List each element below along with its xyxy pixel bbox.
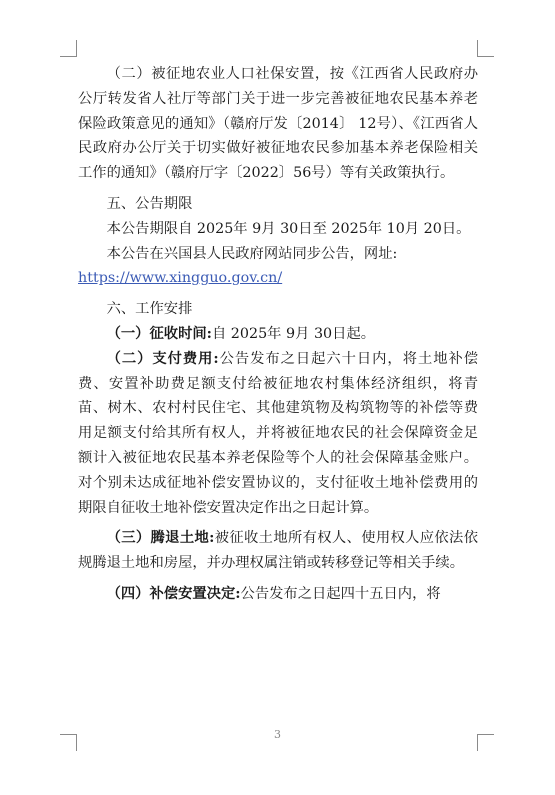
item-expropriation-time: [78, 322, 478, 347]
paragraph-period-dates: 本公告期限自 2025年 9月 30日至 2025年 10月 20日。: [106, 220, 471, 237]
page-number: 3: [274, 728, 281, 741]
heading-work-arrangement: 六、工作安排: [106, 301, 193, 318]
item-label: （一）征收时间:: [106, 325, 212, 342]
item-label: （三）腾退土地:: [106, 530, 215, 547]
crop-mark-top-right: [477, 40, 494, 57]
crop-mark-top-left: [60, 40, 77, 57]
paragraph-website-notice: 本公告在兴国县人民政府网站同步公告，网址:: [106, 245, 398, 262]
website-link[interactable]: https://www.xingguo.gov.cn/: [78, 270, 283, 287]
item-text: 自 2025年 9月 30日起。: [211, 325, 376, 342]
item-land-vacate: [78, 526, 478, 576]
item-compensation-decision: [78, 582, 478, 607]
paragraph-social-security: （二）被征地农业人口社保安置，按《江西省人民政府办公厅转发省人社厅等部门关于进一步完善被征地农民基本养老保险政策意见的通知》（赣府厅发〔2014〕 12号）、《江西省人民政府办公厅关于切实做好被征地农民参加基本养老保险相关工作的通知》（赣府厅字〔2022〕56号）等有关政策执行。: [78, 66, 478, 182]
item-text: 公告发布之日起六十日内，将土地补偿费、安置补助费足额支付给被征地农村集体经济组织，将青苗、树木、农村村民住宅、其他建筑物及构筑物等的补偿等费用足额支付给其所有权人，并将被征地农民的社会保障资金足额计入被征地农民基本养老保险等个人的社会保障基金账户。对个别未达成征地补偿安置协议的，支付征收土地补偿费用的期限自征收土地补偿安置决定作出之日起计算。: [78, 350, 479, 516]
item-text: 公告发布之日起四十五日内，将: [240, 585, 441, 602]
item-text: 被征收土地所有权人、使用权人应依法依规腾退土地和房屋，并办理权属注销或转移登记等相关手续。: [78, 530, 478, 572]
item-payment: [78, 347, 478, 521]
item-label: （二）支付费用:: [106, 350, 219, 367]
item-label: （四）补偿安置决定:: [106, 585, 241, 602]
website-link-line: [78, 266, 478, 291]
document-body: [78, 62, 478, 607]
heading-announcement-period: 五、公告期限: [106, 195, 193, 212]
